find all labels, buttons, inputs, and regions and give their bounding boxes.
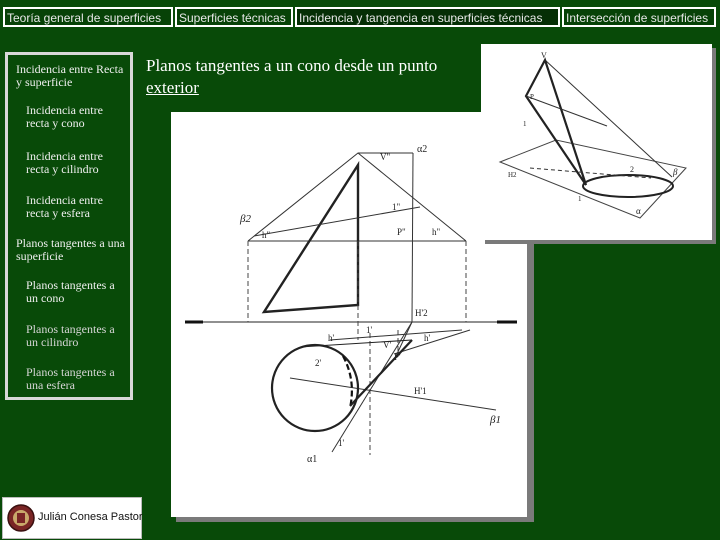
persp-label-v: V: [541, 51, 547, 60]
persp-label-beta: β: [673, 167, 678, 177]
persp-label-1a: 1: [523, 120, 527, 128]
page-title: [146, 55, 476, 99]
author-name: Julián Conesa Pastor: [38, 511, 143, 523]
persp-label-alpha: α: [636, 206, 641, 216]
sidebar-nav: [5, 52, 133, 400]
label-h1b: h': [424, 333, 431, 343]
label-h2b: h": [432, 227, 441, 237]
tab-interseccion[interactable]: Intersección de superficies: [562, 7, 716, 27]
alpha1-trace: [332, 322, 412, 452]
perspective-diagram: [481, 44, 712, 240]
label-2-1: 2': [315, 358, 322, 368]
sidebar-item-planos-esfera[interactable]: Planos tangentes a una esfera: [26, 365, 115, 392]
section-tabs: [0, 0, 720, 30]
tangent-triangle: [526, 60, 586, 185]
persp-label-1b: 1: [578, 195, 582, 203]
sidebar-item-planos-cono[interactable]: Planos tangentes a un cono: [26, 278, 115, 305]
author-box: [2, 497, 142, 539]
main-diagram-panel: [171, 112, 527, 517]
sidebar-item-planos-superficie[interactable]: Planos tangentes a una superficie: [16, 236, 125, 263]
sidebar-item-planos-cilindro[interactable]: Planos tangentes a un cilindro: [26, 322, 115, 349]
label-v2: V": [380, 152, 391, 162]
label-1-1: 1': [366, 325, 373, 335]
university-logo-icon: [6, 503, 36, 533]
label-beta2: β2: [240, 213, 251, 225]
cone-base-ellipse: [583, 175, 673, 197]
label-p1: P': [394, 352, 401, 362]
tangent-plan-2: [300, 340, 412, 347]
label-h1a: h': [328, 333, 335, 343]
tangent-plan-1: [350, 340, 412, 406]
label-beta1: β1: [490, 414, 501, 426]
persp-label-h: H2: [508, 171, 517, 179]
persp-label-2: 2: [630, 165, 634, 174]
tangent-line-persp: [526, 96, 607, 126]
label-1-1b: 1': [338, 438, 345, 448]
page-title-line1: Planos tangentes a un cono desde un punto: [146, 56, 438, 75]
sidebar-item-recta-cilindro[interactable]: Incidencia entre recta y cilindro: [26, 149, 103, 176]
label-h1-bottom: H'1: [414, 386, 427, 396]
tangent-triangle-elevation: [264, 165, 358, 312]
label-1-2: 1": [392, 202, 401, 212]
label-hprime-top: H'2: [415, 308, 428, 318]
beta1-trace: [290, 378, 496, 410]
label-h2: h": [262, 230, 271, 240]
descriptive-geometry-diagram: [171, 112, 527, 517]
alpha2-trace: [412, 153, 413, 322]
label-v1: V': [383, 340, 392, 350]
page-title-line2: exterior: [146, 78, 199, 97]
tab-teoria-general[interactable]: Teoría general de superficies: [3, 7, 173, 27]
tab-incidencia-tangencia[interactable]: Incidencia y tangencia en superficies técnicas: [295, 7, 560, 27]
sidebar-item-recta-cono[interactable]: Incidencia entre recta y cono: [26, 103, 103, 130]
label-alpha1: α1: [307, 454, 318, 465]
sidebar-item-recta-superficie[interactable]: Incidencia entre Recta y superficie: [16, 62, 124, 89]
persp-label-p: P: [530, 93, 534, 101]
perspective-panel: [481, 44, 712, 240]
label-p2: P": [397, 227, 406, 237]
sidebar-item-recta-esfera[interactable]: Incidencia entre recta y esfera: [26, 193, 103, 220]
label-alpha2: α2: [417, 144, 428, 155]
tab-superficies-tecnicas[interactable]: Superficies técnicas: [175, 7, 293, 27]
